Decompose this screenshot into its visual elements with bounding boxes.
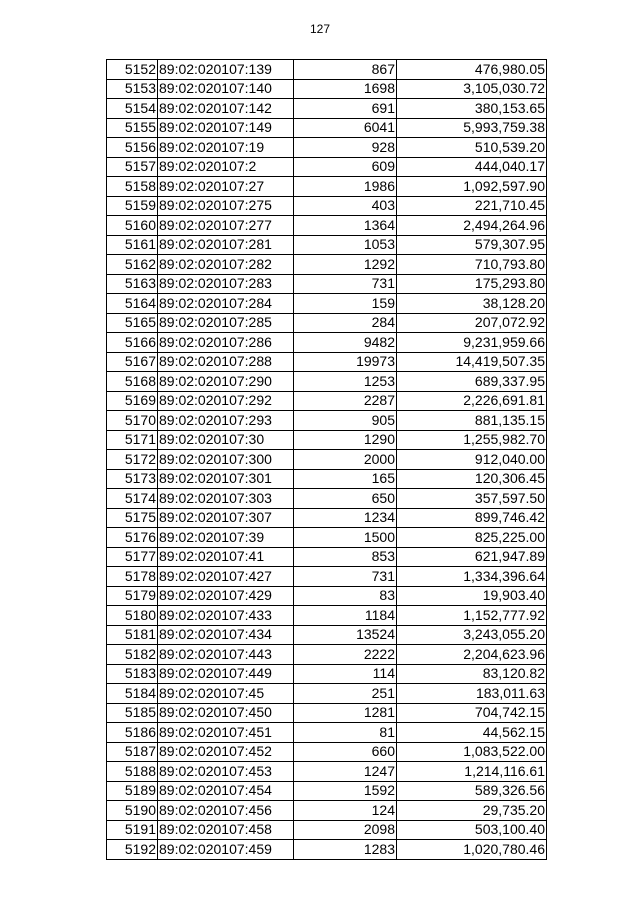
area-cell: 1281 <box>294 703 397 723</box>
area-cell: 650 <box>294 489 397 509</box>
table-row <box>107 157 547 177</box>
row-number-cell: 5174 <box>107 489 158 509</box>
table-row <box>107 118 547 138</box>
area-cell: 13524 <box>294 625 397 645</box>
cadastral-number-cell: 89:02:020107:286 <box>158 333 294 353</box>
row-number-cell: 5186 <box>107 723 158 743</box>
cadastral-number-cell: 89:02:020107:41 <box>158 547 294 567</box>
cadastral-number-cell: 89:02:020107:292 <box>158 391 294 411</box>
area-cell: 83 <box>294 586 397 606</box>
cadastral-value-cell: 510,539.20 <box>397 138 547 158</box>
table-row <box>107 820 547 840</box>
table-row <box>107 547 547 567</box>
cadastral-value-cell: 83,120.82 <box>397 664 547 684</box>
cadastral-number-cell: 89:02:020107:433 <box>158 606 294 626</box>
cadastral-value-cell: 44,562.15 <box>397 723 547 743</box>
table-row <box>107 508 547 528</box>
table-row <box>107 528 547 548</box>
cadastral-number-cell: 89:02:020107:449 <box>158 664 294 684</box>
area-cell: 2287 <box>294 391 397 411</box>
cadastral-number-cell: 89:02:020107:285 <box>158 313 294 333</box>
row-number-cell: 5169 <box>107 391 158 411</box>
cadastral-value-cell: 476,980.05 <box>397 60 547 80</box>
cadastral-number-cell: 89:02:020107:283 <box>158 274 294 294</box>
cadastral-value-table <box>106 59 547 860</box>
area-cell: 1500 <box>294 528 397 548</box>
area-cell: 1592 <box>294 781 397 801</box>
cadastral-value-cell: 1,092,597.90 <box>397 177 547 197</box>
cadastral-value-cell: 710,793.80 <box>397 255 547 275</box>
cadastral-value-cell: 579,307.95 <box>397 235 547 255</box>
cadastral-value-cell: 825,225.00 <box>397 528 547 548</box>
cadastral-value-cell: 357,597.50 <box>397 489 547 509</box>
cadastral-value-cell: 689,337.95 <box>397 372 547 392</box>
cadastral-value-cell: 38,128.20 <box>397 294 547 314</box>
area-cell: 2098 <box>294 820 397 840</box>
area-cell: 867 <box>294 60 397 80</box>
cadastral-number-cell: 89:02:020107:39 <box>158 528 294 548</box>
table-row <box>107 645 547 665</box>
cadastral-value-cell: 621,947.89 <box>397 547 547 567</box>
area-cell: 1053 <box>294 235 397 255</box>
cadastral-number-cell: 89:02:020107:452 <box>158 742 294 762</box>
row-number-cell: 5185 <box>107 703 158 723</box>
cadastral-number-cell: 89:02:020107:288 <box>158 352 294 372</box>
area-cell: 1698 <box>294 79 397 99</box>
table-row <box>107 664 547 684</box>
table-row <box>107 411 547 431</box>
cadastral-value-cell: 2,494,264.96 <box>397 216 547 236</box>
cadastral-value-cell: 120,306.45 <box>397 469 547 489</box>
cadastral-number-cell: 89:02:020107:301 <box>158 469 294 489</box>
area-cell: 19973 <box>294 352 397 372</box>
area-cell: 1364 <box>294 216 397 236</box>
area-cell: 284 <box>294 313 397 333</box>
row-number-cell: 5184 <box>107 684 158 704</box>
row-number-cell: 5164 <box>107 294 158 314</box>
row-number-cell: 5157 <box>107 157 158 177</box>
area-cell: 6041 <box>294 118 397 138</box>
area-cell: 1290 <box>294 430 397 450</box>
table-row <box>107 762 547 782</box>
table-row <box>107 216 547 236</box>
cadastral-number-cell: 89:02:020107:307 <box>158 508 294 528</box>
area-cell: 1292 <box>294 255 397 275</box>
table-row <box>107 79 547 99</box>
area-cell: 1234 <box>294 508 397 528</box>
row-number-cell: 5190 <box>107 801 158 821</box>
cadastral-number-cell: 89:02:020107:19 <box>158 138 294 158</box>
cadastral-value-cell: 3,105,030.72 <box>397 79 547 99</box>
cadastral-value-cell: 1,020,780.46 <box>397 840 547 860</box>
cadastral-number-cell: 89:02:020107:427 <box>158 567 294 587</box>
table-row <box>107 313 547 333</box>
cadastral-number-cell: 89:02:020107:27 <box>158 177 294 197</box>
cadastral-number-cell: 89:02:020107:454 <box>158 781 294 801</box>
cadastral-number-cell: 89:02:020107:277 <box>158 216 294 236</box>
row-number-cell: 5154 <box>107 99 158 119</box>
area-cell: 1184 <box>294 606 397 626</box>
cadastral-value-cell: 1,214,116.61 <box>397 762 547 782</box>
cadastral-number-cell: 89:02:020107:300 <box>158 450 294 470</box>
row-number-cell: 5161 <box>107 235 158 255</box>
cadastral-value-cell: 881,135.15 <box>397 411 547 431</box>
row-number-cell: 5179 <box>107 586 158 606</box>
row-number-cell: 5187 <box>107 742 158 762</box>
cadastral-number-cell: 89:02:020107:142 <box>158 99 294 119</box>
row-number-cell: 5182 <box>107 645 158 665</box>
area-cell: 165 <box>294 469 397 489</box>
row-number-cell: 5192 <box>107 840 158 860</box>
table-row <box>107 352 547 372</box>
area-cell: 403 <box>294 196 397 216</box>
cadastral-number-cell: 89:02:020107:284 <box>158 294 294 314</box>
table-row <box>107 742 547 762</box>
table-row <box>107 294 547 314</box>
cadastral-number-cell: 89:02:020107:281 <box>158 235 294 255</box>
area-cell: 1253 <box>294 372 397 392</box>
row-number-cell: 5171 <box>107 430 158 450</box>
cadastral-number-cell: 89:02:020107:290 <box>158 372 294 392</box>
table-row <box>107 781 547 801</box>
cadastral-number-cell: 89:02:020107:443 <box>158 645 294 665</box>
table-row <box>107 99 547 119</box>
cadastral-number-cell: 89:02:020107:282 <box>158 255 294 275</box>
table-row <box>107 489 547 509</box>
cadastral-number-cell: 89:02:020107:453 <box>158 762 294 782</box>
cadastral-value-cell: 1,083,522.00 <box>397 742 547 762</box>
cadastral-number-cell: 89:02:020107:2 <box>158 157 294 177</box>
table-row <box>107 60 547 80</box>
row-number-cell: 5178 <box>107 567 158 587</box>
area-cell: 114 <box>294 664 397 684</box>
row-number-cell: 5181 <box>107 625 158 645</box>
cadastral-value-cell: 221,710.45 <box>397 196 547 216</box>
cadastral-number-cell: 89:02:020107:275 <box>158 196 294 216</box>
cadastral-number-cell: 89:02:020107:140 <box>158 79 294 99</box>
cadastral-value-cell: 175,293.80 <box>397 274 547 294</box>
area-cell: 853 <box>294 547 397 567</box>
row-number-cell: 5176 <box>107 528 158 548</box>
row-number-cell: 5180 <box>107 606 158 626</box>
area-cell: 2000 <box>294 450 397 470</box>
area-cell: 691 <box>294 99 397 119</box>
row-number-cell: 5188 <box>107 762 158 782</box>
row-number-cell: 5191 <box>107 820 158 840</box>
table-row <box>107 274 547 294</box>
row-number-cell: 5162 <box>107 255 158 275</box>
row-number-cell: 5160 <box>107 216 158 236</box>
cadastral-number-cell: 89:02:020107:429 <box>158 586 294 606</box>
cadastral-value-cell: 2,204,623.96 <box>397 645 547 665</box>
cadastral-number-cell: 89:02:020107:293 <box>158 411 294 431</box>
area-cell: 2222 <box>294 645 397 665</box>
row-number-cell: 5159 <box>107 196 158 216</box>
area-cell: 81 <box>294 723 397 743</box>
area-cell: 124 <box>294 801 397 821</box>
table-row <box>107 255 547 275</box>
cadastral-value-cell: 3,243,055.20 <box>397 625 547 645</box>
page-number: 127 <box>309 22 331 36</box>
cadastral-number-cell: 89:02:020107:434 <box>158 625 294 645</box>
row-number-cell: 5167 <box>107 352 158 372</box>
table-row <box>107 469 547 489</box>
cadastral-value-cell: 503,100.40 <box>397 820 547 840</box>
row-number-cell: 5170 <box>107 411 158 431</box>
area-cell: 1986 <box>294 177 397 197</box>
table-row <box>107 391 547 411</box>
cadastral-value-cell: 19,903.40 <box>397 586 547 606</box>
area-cell: 905 <box>294 411 397 431</box>
table-row <box>107 333 547 353</box>
table-row <box>107 138 547 158</box>
cadastral-value-cell: 704,742.15 <box>397 703 547 723</box>
cadastral-value-cell: 5,993,759.38 <box>397 118 547 138</box>
area-cell: 1247 <box>294 762 397 782</box>
cadastral-value-cell: 14,419,507.35 <box>397 352 547 372</box>
cadastral-value-cell: 1,334,396.64 <box>397 567 547 587</box>
row-number-cell: 5153 <box>107 79 158 99</box>
row-number-cell: 5168 <box>107 372 158 392</box>
cadastral-number-cell: 89:02:020107:456 <box>158 801 294 821</box>
area-cell: 251 <box>294 684 397 704</box>
row-number-cell: 5152 <box>107 60 158 80</box>
row-number-cell: 5177 <box>107 547 158 567</box>
cadastral-value-cell: 444,040.17 <box>397 157 547 177</box>
cadastral-value-cell: 29,735.20 <box>397 801 547 821</box>
cadastral-number-cell: 89:02:020107:45 <box>158 684 294 704</box>
cadastral-number-cell: 89:02:020107:30 <box>158 430 294 450</box>
area-cell: 928 <box>294 138 397 158</box>
row-number-cell: 5165 <box>107 313 158 333</box>
cadastral-value-cell: 380,153.65 <box>397 99 547 119</box>
cadastral-number-cell: 89:02:020107:139 <box>158 60 294 80</box>
row-number-cell: 5158 <box>107 177 158 197</box>
cadastral-value-cell: 589,326.56 <box>397 781 547 801</box>
area-cell: 660 <box>294 742 397 762</box>
cadastral-value-cell: 207,072.92 <box>397 313 547 333</box>
table-row <box>107 606 547 626</box>
table-row <box>107 196 547 216</box>
row-number-cell: 5173 <box>107 469 158 489</box>
table-row <box>107 684 547 704</box>
area-cell: 731 <box>294 567 397 587</box>
table-row <box>107 430 547 450</box>
table-row <box>107 723 547 743</box>
table-row <box>107 625 547 645</box>
cadastral-number-cell: 89:02:020107:149 <box>158 118 294 138</box>
table-row <box>107 586 547 606</box>
table-row <box>107 372 547 392</box>
cadastral-number-cell: 89:02:020107:458 <box>158 820 294 840</box>
table-row <box>107 567 547 587</box>
row-number-cell: 5172 <box>107 450 158 470</box>
table-row <box>107 177 547 197</box>
row-number-cell: 5189 <box>107 781 158 801</box>
area-cell: 1283 <box>294 840 397 860</box>
cadastral-number-cell: 89:02:020107:450 <box>158 703 294 723</box>
cadastral-value-cell: 912,040.00 <box>397 450 547 470</box>
cadastral-value-cell: 1,152,777.92 <box>397 606 547 626</box>
row-number-cell: 5163 <box>107 274 158 294</box>
table-row <box>107 235 547 255</box>
area-cell: 159 <box>294 294 397 314</box>
area-cell: 731 <box>294 274 397 294</box>
cadastral-value-cell: 1,255,982.70 <box>397 430 547 450</box>
row-number-cell: 5155 <box>107 118 158 138</box>
table-row <box>107 450 547 470</box>
table-row <box>107 801 547 821</box>
cadastral-value-cell: 899,746.42 <box>397 508 547 528</box>
row-number-cell: 5166 <box>107 333 158 353</box>
row-number-cell: 5183 <box>107 664 158 684</box>
cadastral-number-cell: 89:02:020107:303 <box>158 489 294 509</box>
row-number-cell: 5156 <box>107 138 158 158</box>
cadastral-value-cell: 183,011.63 <box>397 684 547 704</box>
row-number-cell: 5175 <box>107 508 158 528</box>
table-body <box>107 60 547 860</box>
cadastral-value-cell: 2,226,691.81 <box>397 391 547 411</box>
table-row <box>107 840 547 860</box>
cadastral-number-cell: 89:02:020107:451 <box>158 723 294 743</box>
cadastral-number-cell: 89:02:020107:459 <box>158 840 294 860</box>
area-cell: 609 <box>294 157 397 177</box>
table-row <box>107 703 547 723</box>
cadastral-value-cell: 9,231,959.66 <box>397 333 547 353</box>
area-cell: 9482 <box>294 333 397 353</box>
